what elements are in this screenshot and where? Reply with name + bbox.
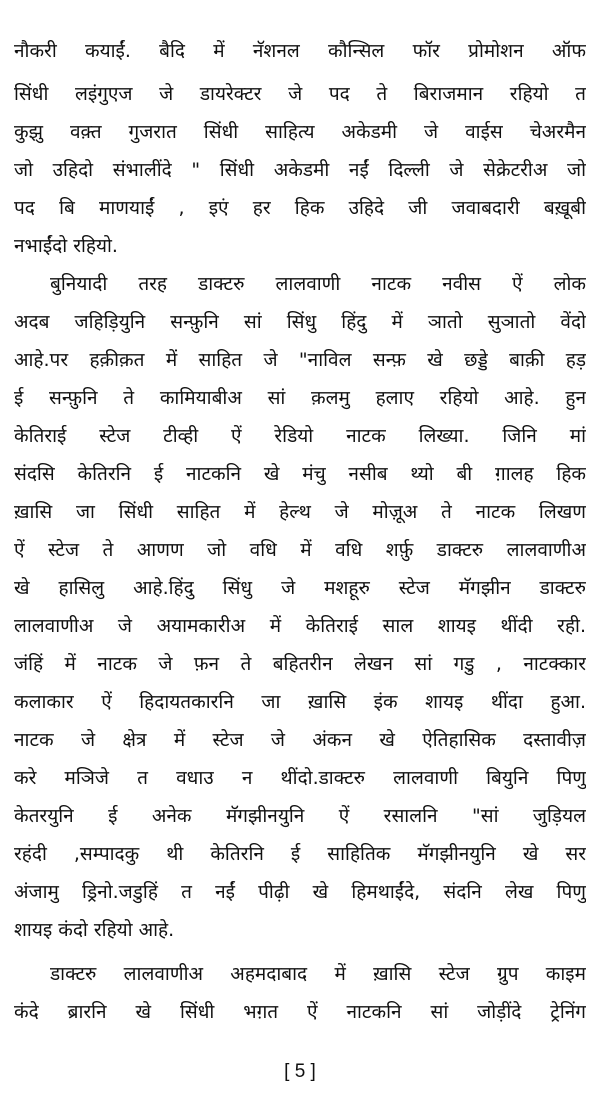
text-line: रहंदी ,सम्पादकु थी केतिरनि ई साहितिक मॅगझीनयुनि खे सर [14, 843, 586, 865]
text-line: शायइ कंदो रहियो आहे. [14, 919, 175, 941]
text-line: कलाकार ऐं हिदायतकारनि जा ख़ासि इंक शायइ थींदा हुआ. [14, 691, 586, 713]
text-line: केतिराई स्टेज टीव्ही ऐं रेडियो नाटक लिख्या. जिनि मां [14, 425, 586, 447]
text-line: ई सन्फ़ुनि ते कामियाबीअ सां क़लमु हलाए रहियो आहे. हुन [14, 387, 586, 409]
text-line: अदब जहिड़ियुनि सन्फ़ुनि सां सिंधु हिंदु में ञातो सुञातो वेंदो [14, 311, 586, 333]
page-number: [ 5 ] [284, 1061, 316, 1082]
text-line: करे मञिजे त वधाउ न थींदो.डाक्टरु लालवाणी बियुनि पिणु [14, 767, 586, 789]
text-line: ख़ासि जा सिंधी साहित में हेल्थ जे मोज़ूअ ते नाटक लिखण [14, 501, 586, 523]
text-line: नौकरी कयाईं. बैदि में नॅशनल कौन्सिल फॉर प्रोमोशन ऑफ [14, 40, 586, 62]
text-line: अंजामु ड्रिनो.जडुहिं त नईं पीढ़ी खे हिमथाईंदे, संदनि लेख पिणु [14, 881, 586, 903]
text-line: कंदे ब्रारनि खे सिंधी भग़त ऐं नाटकनि सां जोड़ींदे ट्रेनिंग [14, 1001, 586, 1023]
text-line: जंहिं में नाटक जे फ़न ते बहितरीन लेखन सां गडु , नाटक्कार [14, 653, 586, 675]
text-line: खे हासिलु आहे.हिंदु सिंधु जे मशहूरु स्टेज मॅगझीन डाक्टरु [14, 577, 586, 599]
text-line: केतरयुनि ई अनेक मॅगझीनयुनि ऐं रसालनि "सां जुड़ियल [14, 805, 586, 827]
text-line: लालवाणीअ जे अयामकारीअ में केतिराई साल शायइ थींदी रही. [14, 615, 586, 637]
text-line: डाक्टरु लालवाणीअ अहमदाबाद में ख़ासि स्टेज ग्रुप काइम [50, 963, 586, 985]
text-line: ऐं स्टेज ते आणण जो वधि में वधि शर्फ़ु डाक्टरु लालवाणीअ [14, 539, 586, 561]
text-line: कुझु वक़्त गुजरात सिंधी साहित्य अकेडमी जे वाईस चेअरमैन [14, 121, 586, 143]
text-line: जो उहिदो संभालींदे " सिंधी अकेडमी नईं दिल्ली जे सेक्रेटरीअ जो [14, 159, 586, 181]
text-line: संदसि केतिरनि ई नाटकनि खे मंचु नसीब थ्यो बी ग़ालह हिक [14, 463, 586, 485]
text-line: सिंधी लइंगुएज जे डायरेक्टर जे पद ते बिराजमान रहियो त [14, 83, 586, 105]
text-line: नभाईंदो रहियो. [14, 235, 118, 257]
text-line: नाटक जे क्षेत्र में स्टेज जे अंकन खे ऐतिहासिक दस्तावीज़ [14, 729, 586, 751]
text-line: बुनियादी तरह डाक्टरु लालवाणी नाटक नवीस ऐं लोक [50, 273, 586, 295]
text-line: आहे.पर हक़ीक़त में साहित जे "नाविल सन्फ़ खे छड्डे बाक़ी हड़ [14, 349, 586, 371]
text-line: पद बि माणयाईं , इएं हर हिक उहिदे जी जवाबदारी बख़ूबी [14, 197, 586, 219]
